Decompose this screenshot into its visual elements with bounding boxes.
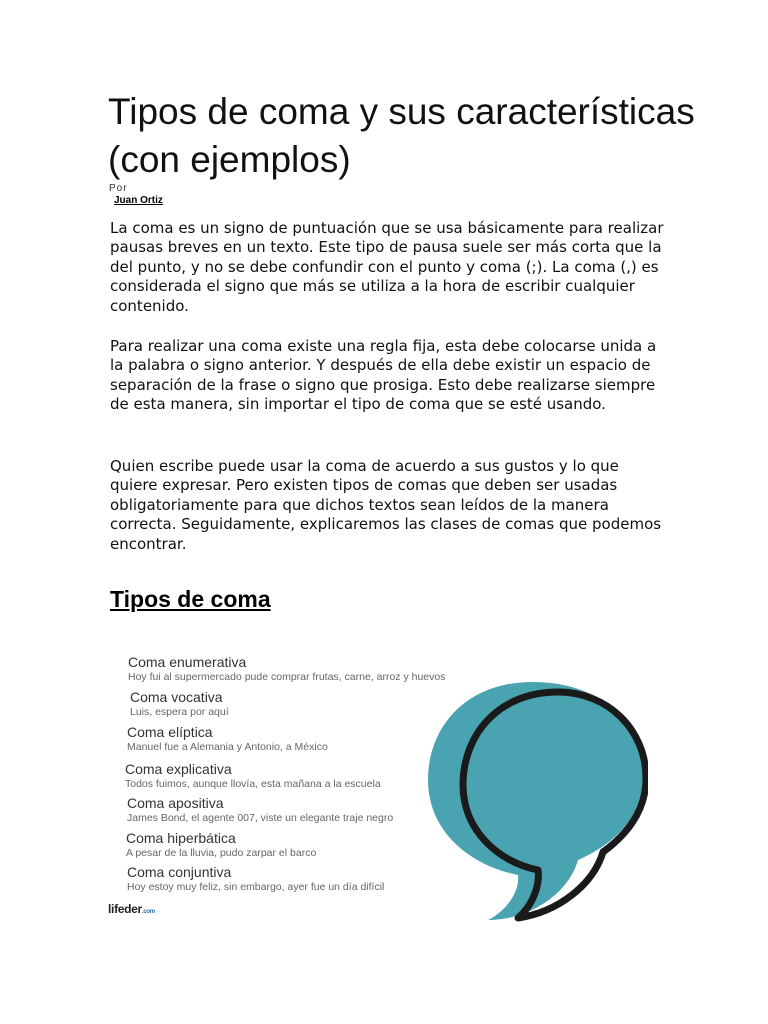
list-item [130,689,229,719]
type-example: James Bond, el agente 007, viste un elegante traje negro [127,812,394,824]
list-item [127,864,384,894]
list-item [125,761,381,791]
type-name: Coma conjuntiva [127,864,232,880]
type-name: Coma hiperbática [126,830,236,846]
type-example: Luis, espera por aquí [130,706,229,718]
author-link[interactable]: Juan Ortiz [114,195,163,206]
logo-suffix: .com [141,909,155,915]
type-name: Coma vocativa [130,689,223,705]
list-item [127,724,328,754]
type-name: Coma apositiva [127,795,224,811]
comma-bubble-icon [408,680,648,930]
list-item [126,830,316,860]
page-title: Tipos de coma y sus características (con ejemplos) [108,91,695,180]
type-name: Coma explicativa [125,761,232,777]
paragraph-2: Para realizar una coma existe una regla fija, esta debe colocarse unida a la palabra o signo anterior. Y después de ella debe existir un espacio de separación de la frase o signo que prosiga. Esto debe realizarse siempre de esta manera, sin importar el tipo de coma que se esté usando. [110,337,657,414]
paragraph-1: La coma es un signo de puntuación que se usa básicamente para realizar pausas breves en un texto. Este tipo de pausa suele ser más corta que la del punto, y no se debe confundir con el punto y coma (;). La coma (,) es considerada el signo que más se utiliza a la hora de escribir cualquier contenido. [110,219,664,315]
paragraph-3: Quien escribe puede usar la coma de acuerdo a sus gustos y lo que quiere expresar. Pero existen tipos de comas que deben ser usadas obligatoriamente para que dichos textos sean leídos de la manera correcta. Seguidamente, explicaremos las clases de comas que podemos encontrar. [110,457,662,553]
byline-label: Por [109,183,128,194]
type-example: Todos fuimos, aunque llovía, esta mañana a la escuela [125,778,381,790]
type-example: Manuel fue a Alemania y Antonio, a México [127,741,328,753]
type-example: Hoy estoy muy feliz, sin embargo, ayer fue un día difícil [127,881,385,893]
type-name: Coma elíptica [127,724,213,740]
list-item [127,795,393,825]
list-item [128,654,445,684]
section-heading: Tipos de coma [110,586,271,612]
type-example: A pesar de la lluvia, pudo zarpar el barco [126,847,317,859]
logo-text: lifeder [108,902,142,916]
comma-types-infographic [108,640,648,930]
lifeder-logo [108,902,155,916]
type-example: Hoy fui al supermercado pude comprar frutas, carne, arroz y huevos [128,671,446,683]
type-name: Coma enumerativa [128,654,247,670]
